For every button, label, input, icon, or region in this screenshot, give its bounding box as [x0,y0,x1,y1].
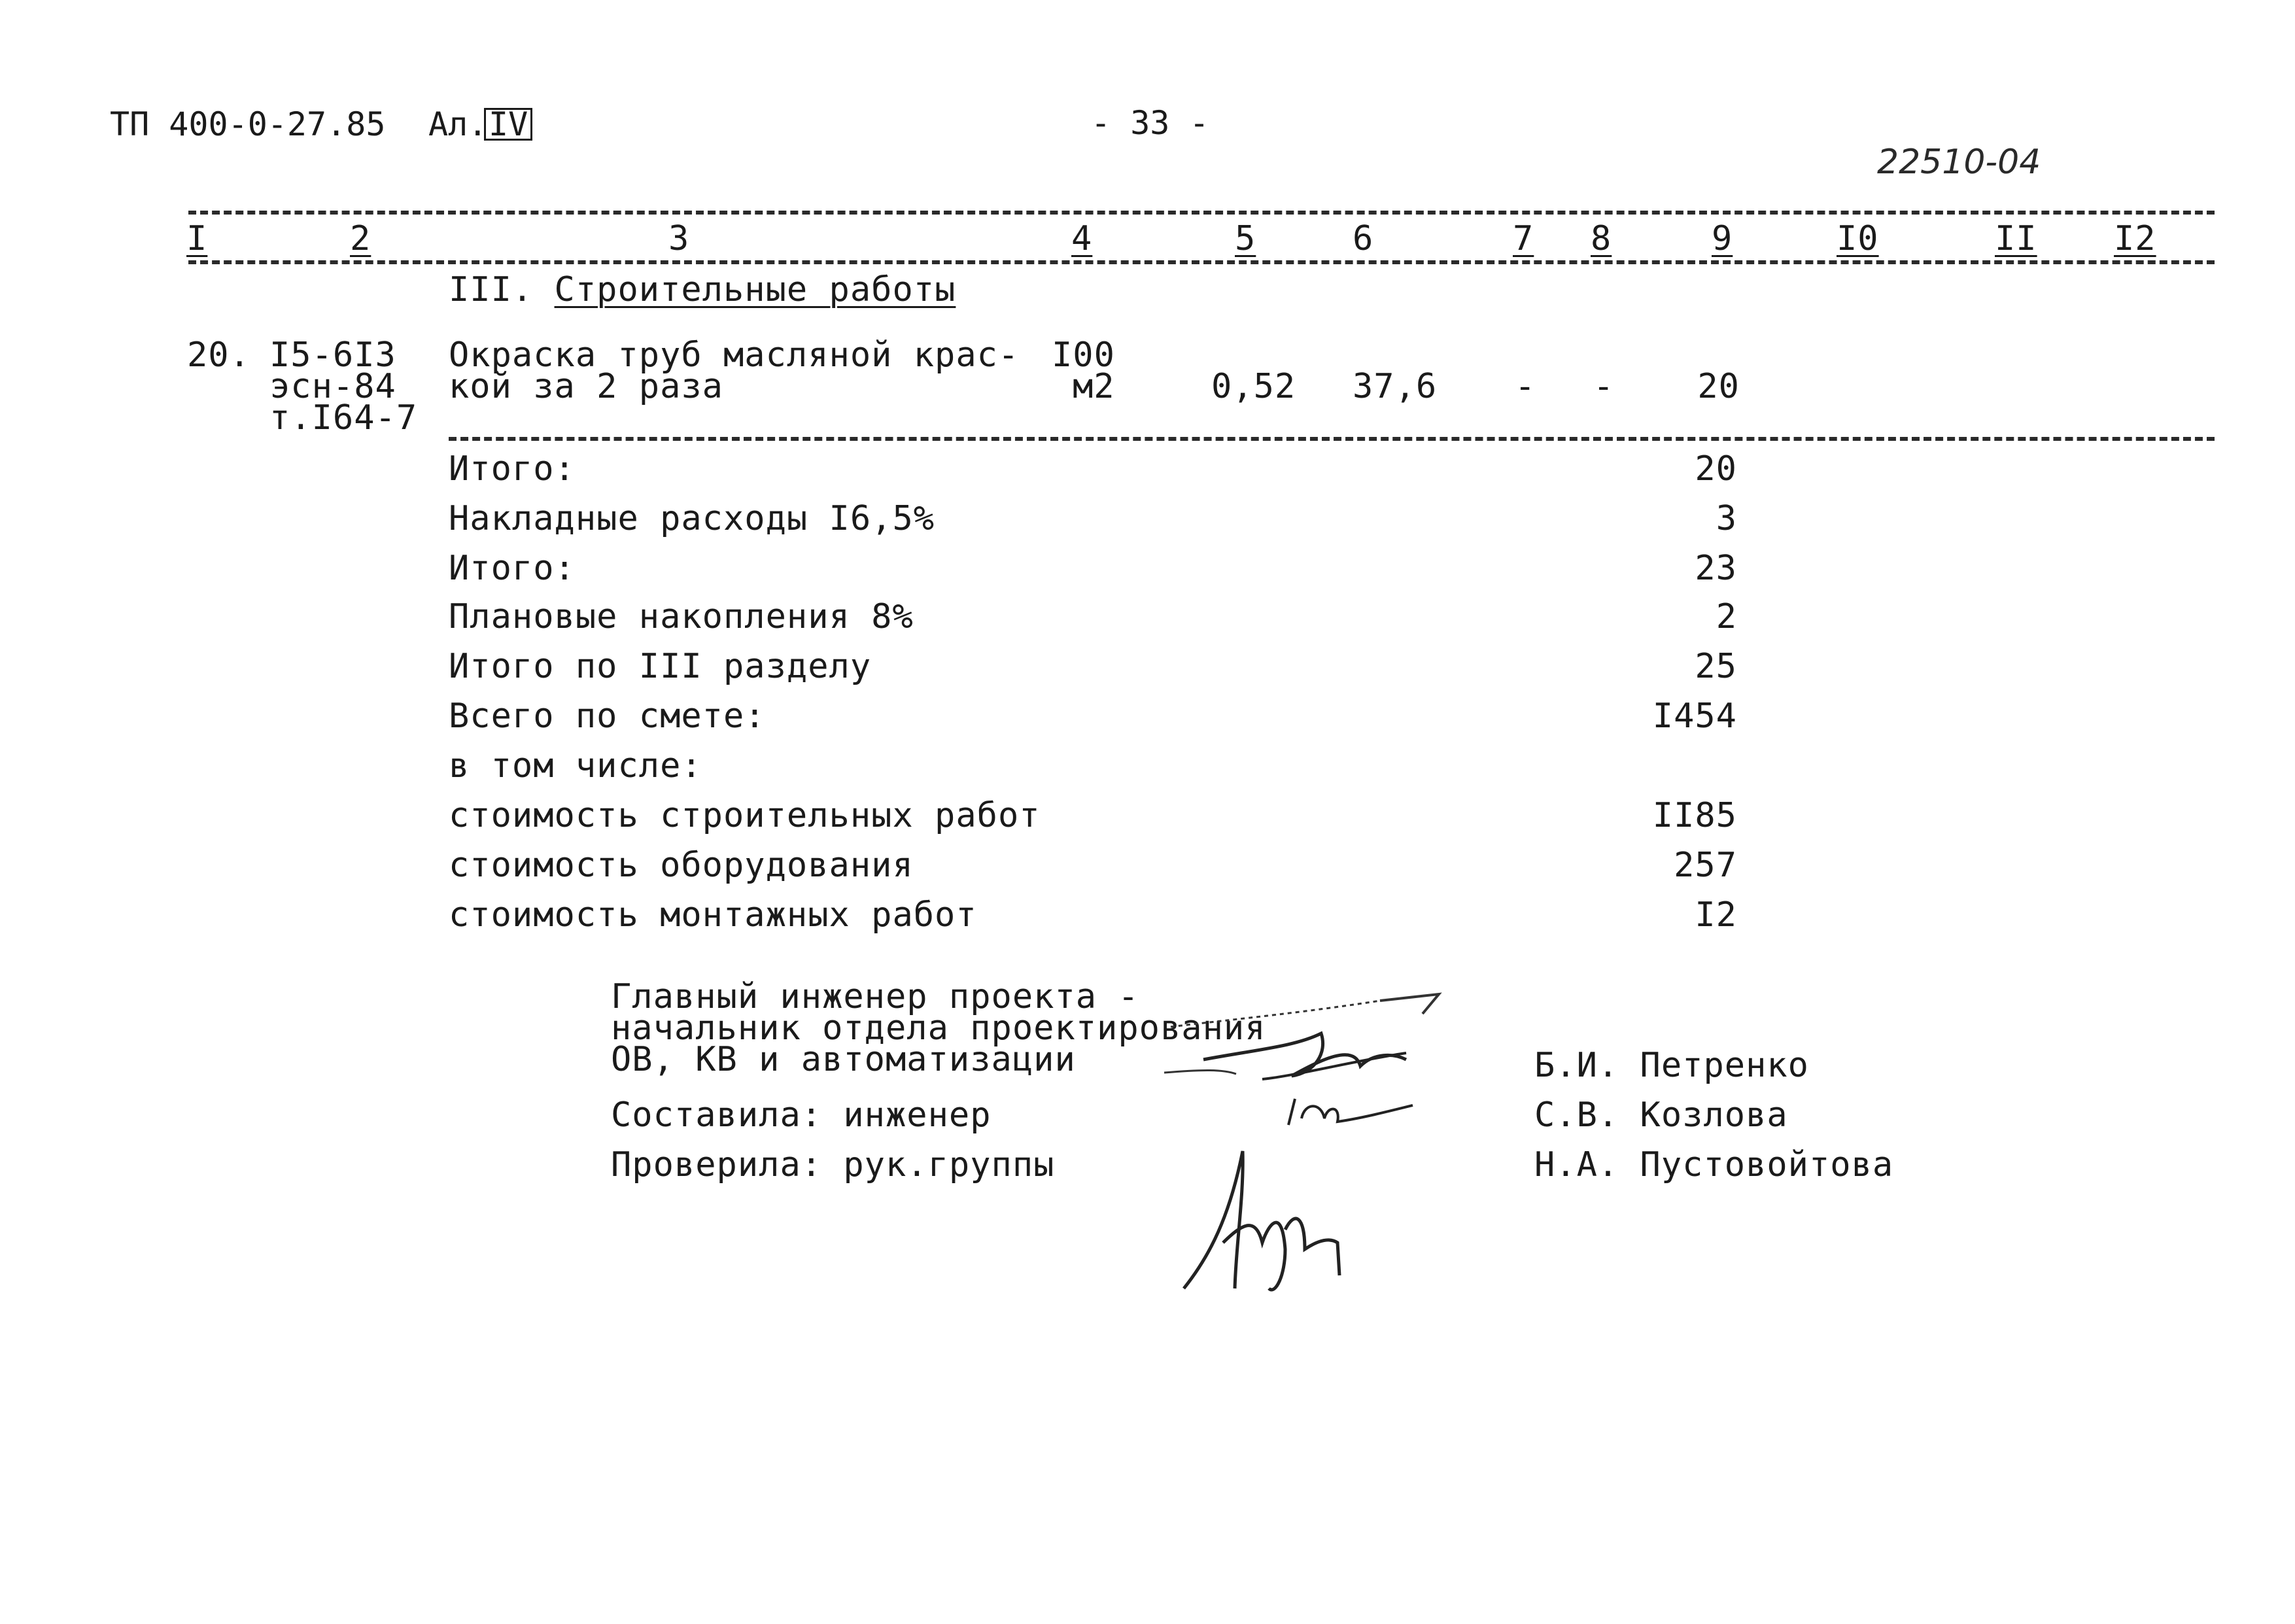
checker-signature-drawing [1171,1145,1360,1302]
row-unit-line-2: м2 [1073,367,1115,406]
summary-value: I2 [1695,895,1737,935]
chief-title-line-3: ОВ, КВ и автоматизации [611,1040,1076,1079]
row-total: 20 [1697,367,1740,406]
col-header-9: 9 [1712,219,1733,258]
album-label: Ал. [428,105,488,143]
row-name-line-1: Окраска труб масляной крас- [449,336,1020,375]
col-header-5: 5 [1235,219,1256,258]
summary-value: 257 [1674,846,1737,885]
checked-name: Н.А. Пустовойтова [1534,1145,1894,1184]
summary-value: 2 [1716,597,1737,636]
row-bottom-rule [449,437,2215,441]
row-index: 20. [187,336,250,375]
summary-label: Накладные расходы I6,5% [449,499,935,538]
table-header-rule [188,260,2215,264]
summary-value: 23 [1695,549,1737,588]
row-code-line-2: эсн-84 [269,367,396,406]
summary-value: II85 [1652,796,1737,835]
summary-label: в том числе: [449,746,702,786]
col-header-3: 3 [668,219,690,258]
col-header-6: 6 [1353,219,1374,258]
chief-title-line-1: Главный инженер проекта - [611,977,1139,1016]
chief-name: Б.И. Петренко [1534,1046,1809,1085]
summary-value: 25 [1695,647,1737,686]
col-header-8: 8 [1591,219,1612,258]
row-code-line-1: I5-6I3 [269,336,396,375]
archive-number: 22510-04 [1877,143,2041,182]
row-name-line-2: кой за 2 раза [449,367,723,406]
summary-label: Всего по смете: [449,697,766,736]
summary-label: Плановые накопления 8% [449,597,914,636]
album-number [484,106,532,143]
col-header-12: I2 [2114,219,2156,258]
col-header-2: 2 [350,219,371,258]
row-unit-cost: 37,6 [1353,367,1438,406]
page-number: - 33 - [1091,104,1209,142]
col-header-10: I0 [1837,219,1879,258]
section-heading [449,271,956,309]
compiled-label: Составила: инженер [611,1096,992,1135]
chief-signature-drawing [1164,988,1465,1151]
col-header-1: I [186,219,208,258]
summary-label: стоимость строительных работ [449,796,1041,835]
summary-label: Итого: [449,549,576,588]
row-code-line-3: т.I64-7 [269,398,418,438]
summary-label: Итого: [449,449,576,489]
col-header-4: 4 [1071,219,1093,258]
chief-title-line-2: начальник отдела проектирования [611,1009,1266,1048]
summary-value: 20 [1695,449,1737,489]
section-title: Строительные работы [554,270,956,309]
section-roman: III. [449,270,534,309]
checked-label: Проверила: рук.группы [611,1145,1055,1184]
row-col8: - [1593,367,1615,406]
row-qty: 0,52 [1211,367,1296,406]
summary-value: I454 [1652,697,1737,736]
summary-label: стоимость оборудования [449,846,914,885]
compiled-name: С.В. Козлова [1534,1096,1788,1135]
row-unit-line-1: I00 [1052,336,1115,375]
summary-label: Итого по III разделу [449,647,872,686]
summary-value: 3 [1716,499,1737,538]
col-header-7: 7 [1513,219,1534,258]
summary-label: стоимость монтажных работ [449,895,977,935]
row-col7: - [1515,367,1536,406]
doc-code: ТП 400-0-27.85 [110,105,386,143]
table-top-rule [188,211,2215,215]
col-header-11: II [1995,219,2037,258]
album-number-box: IV [484,108,532,141]
